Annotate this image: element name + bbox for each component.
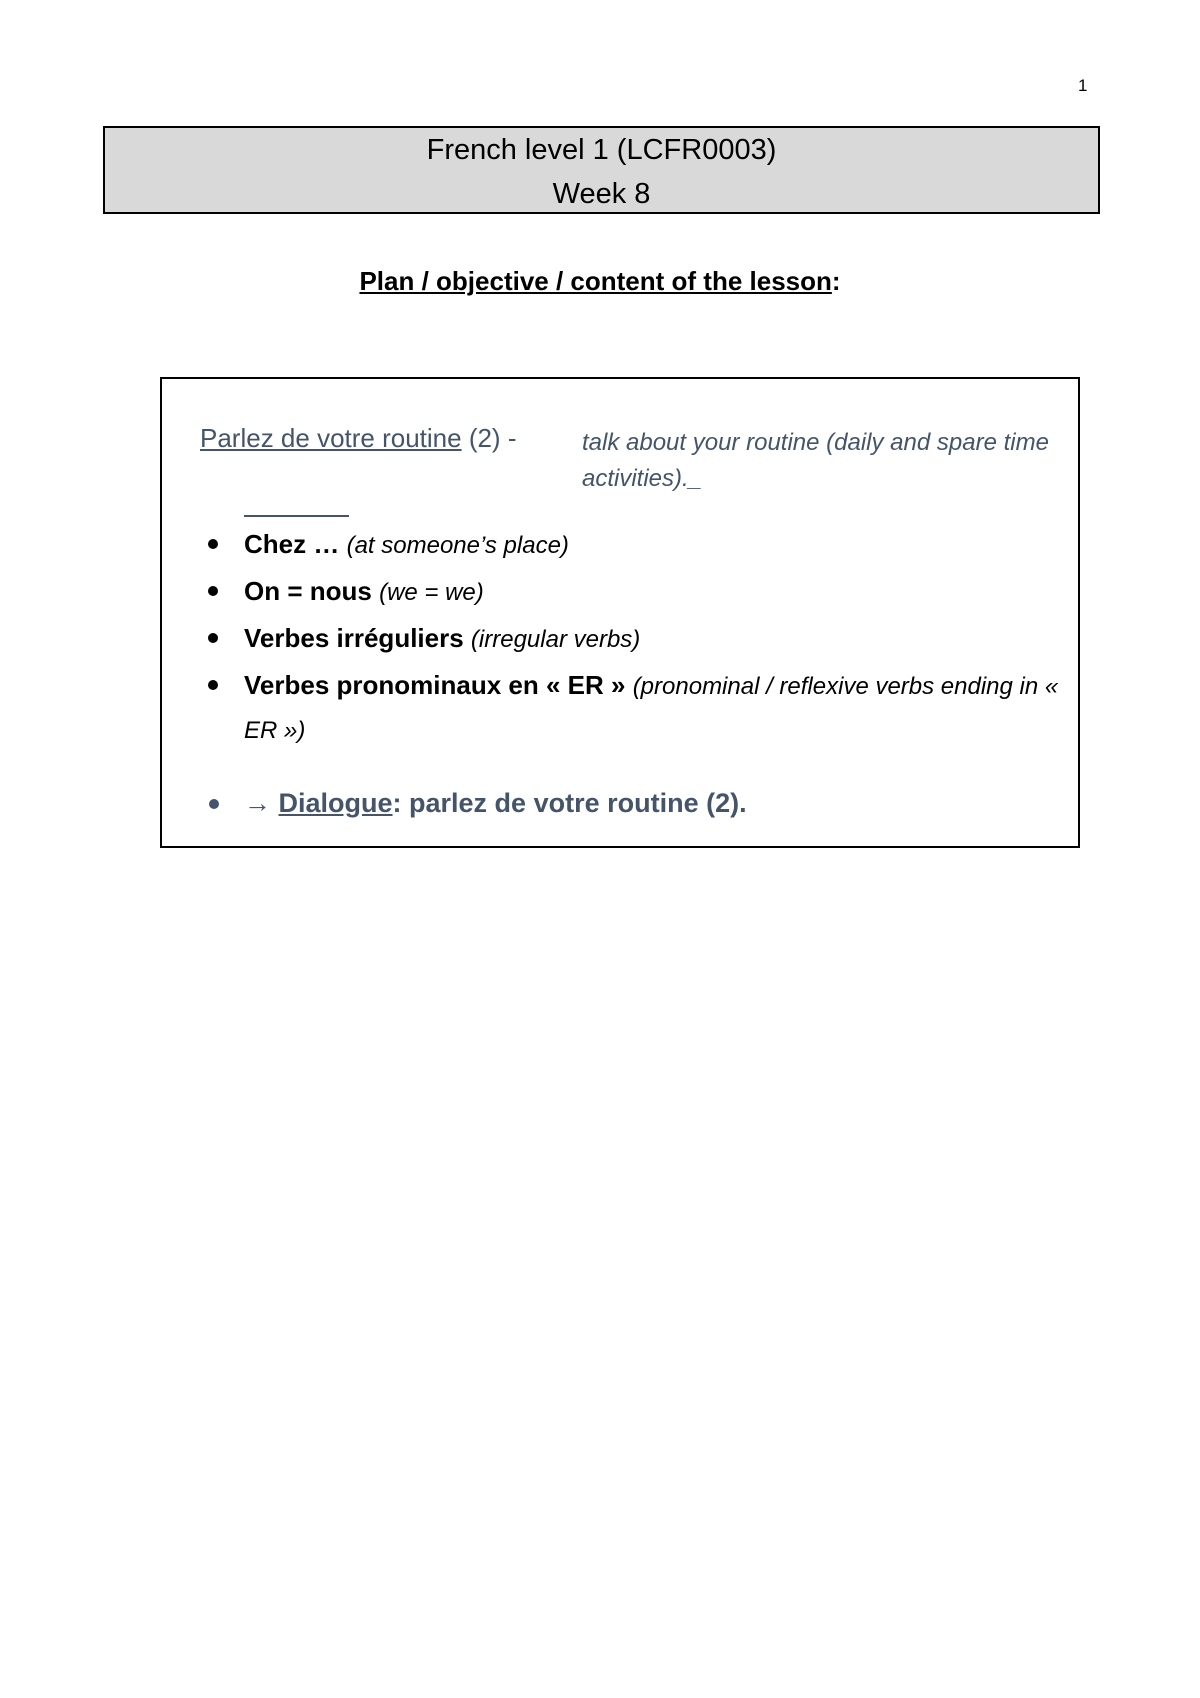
bullet-icon bbox=[208, 633, 218, 643]
topic-term: Verbes irréguliers bbox=[244, 623, 471, 653]
list-item bbox=[200, 523, 1060, 567]
page-number: 1 bbox=[1078, 76, 1088, 95]
routine-description: talk about your routine (daily and spare time activities)._ bbox=[582, 429, 1049, 492]
list-item bbox=[200, 570, 1060, 614]
bullet-icon bbox=[208, 680, 218, 690]
title-box bbox=[103, 126, 1100, 214]
routine-title-number: (2) - bbox=[461, 423, 517, 453]
short-divider bbox=[244, 515, 349, 517]
topic-translation: (we = we) bbox=[379, 579, 484, 606]
topic-list bbox=[200, 523, 1060, 755]
routine-title-text: Parlez de votre routine bbox=[200, 423, 462, 453]
plan-heading-colon: : bbox=[831, 266, 841, 296]
list-item bbox=[200, 664, 1060, 752]
plan-heading-text: Plan / objective / content of the lesson bbox=[359, 266, 832, 296]
bullet-icon bbox=[208, 586, 218, 596]
bullet-icon bbox=[208, 539, 218, 549]
topic-term: On = nous bbox=[244, 576, 380, 606]
bullet-icon bbox=[209, 799, 219, 809]
lesson-content-box bbox=[160, 377, 1080, 848]
topic-translation: (pronominal / reflexive verbs ending in « ER ») bbox=[244, 673, 1059, 744]
plan-heading bbox=[0, 266, 1200, 297]
topic-translation: (irregular verbs) bbox=[470, 626, 641, 653]
arrow-right-icon: → bbox=[244, 788, 279, 818]
dialogue-item bbox=[200, 783, 1104, 823]
course-title: French level 1 (LCFR0003) bbox=[426, 134, 777, 166]
topic-term: Verbes pronominaux en « ER » bbox=[244, 670, 633, 700]
topic-translation: (at someone’s place) bbox=[346, 532, 569, 559]
dialogue-text: : parlez de votre routine (2). bbox=[392, 788, 747, 818]
topic-term: Chez … bbox=[244, 529, 347, 559]
list-item bbox=[200, 617, 1060, 661]
dialogue-label: Dialogue bbox=[278, 788, 393, 818]
week-title: Week 8 bbox=[552, 178, 651, 210]
routine-title bbox=[200, 423, 516, 454]
